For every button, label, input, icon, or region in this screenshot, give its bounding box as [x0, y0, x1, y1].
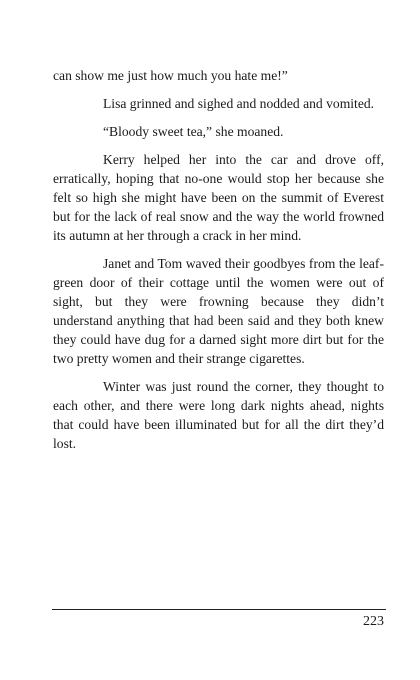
paragraph: Lisa grinned and sighed and nodded and vomited. [103, 96, 375, 111]
paragraph: can show me just how much you hate me!” [53, 68, 288, 83]
page-body [53, 66, 384, 462]
page-number: 223 [363, 614, 384, 629]
paragraph: “Bloody sweet tea,” she moaned. [103, 124, 284, 139]
paragraph: Janet and Tom waved their goodbyes from the leaf-green door of their cottage until the women were out of sight, but they were frowning because they didn’t understand anything that had been said and they both knew they could have dug for a darned sight more dirt but for the two pretty women and their strange cigarettes. [53, 256, 384, 366]
paragraph: Kerry helped her into the car and drove off, erratically, hoping that no-one would stop her because she felt so high she might have been on the summit of Everest but for the lack of real snow and the way the world frowned its autumn at her through a crack in her mind. [53, 152, 384, 243]
footer-divider [52, 609, 386, 610]
paragraph: Winter was just round the corner, they thought to each other, and there were long dark nights ahead, nights that could have been illuminated but for all the dirt they’d lost. [53, 379, 384, 451]
